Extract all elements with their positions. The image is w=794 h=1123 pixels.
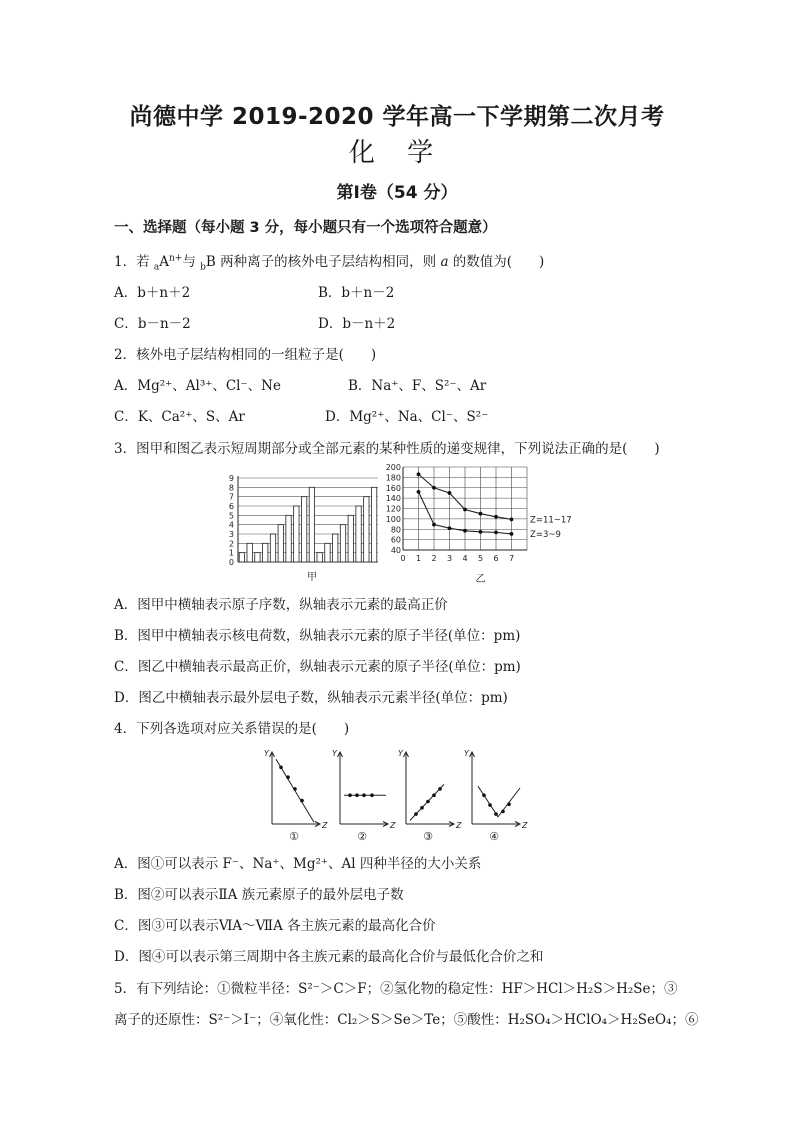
jia-y-tick-label: 4 bbox=[228, 520, 234, 530]
yi-x-tick-label: 6 bbox=[493, 554, 499, 563]
jia-chart-label: 甲 bbox=[307, 572, 317, 583]
mini-data-point bbox=[507, 802, 511, 806]
yi-y-tick-label: 180 bbox=[385, 473, 401, 483]
question-4-option-d: D．图④可以表示第三周期中各主族元素的最高化合价与最低化合价之和 bbox=[114, 949, 544, 965]
jia-bar bbox=[263, 543, 268, 562]
yi-data-point bbox=[494, 515, 498, 519]
yi-y-tick-label: 140 bbox=[385, 494, 401, 504]
mini-chart-number: ③ bbox=[423, 830, 433, 843]
question-2-option-a: A．Mg²⁺、Al³⁺、Cl⁻、Ne bbox=[114, 378, 281, 394]
question-3-stem: 3．图甲和图乙表示短周期部分或全部元素的某种性质的递变规律，下列说法正确的是( ) bbox=[114, 441, 660, 457]
mini-data-point bbox=[300, 799, 304, 803]
mini-data-point bbox=[501, 810, 505, 814]
question-3-option-a: A．图甲中横轴表示原子序数，纵轴表示元素的最高正价 bbox=[114, 597, 448, 613]
jia-bar bbox=[364, 497, 369, 562]
jia-y-tick-label: 1 bbox=[228, 548, 234, 558]
jia-bar bbox=[325, 543, 330, 562]
question-2-stem: 2．核外电子层结构相同的一组粒子是( ) bbox=[114, 347, 377, 363]
jia-y-tick-label: 7 bbox=[228, 492, 234, 502]
yi-data-point bbox=[510, 532, 514, 536]
yi-series-label: Z=3~9 bbox=[530, 529, 561, 540]
jia-bar bbox=[301, 497, 306, 562]
mini-chart-3 bbox=[398, 749, 462, 843]
yi-series-label: Z=11~17 bbox=[530, 515, 572, 526]
yi-data-point bbox=[417, 472, 421, 476]
mini-y-label: Y bbox=[398, 749, 403, 758]
yi-y-tick-label: 40 bbox=[390, 546, 401, 555]
yi-x-tick-label: 1 bbox=[415, 554, 422, 563]
question-1-option-d: D．b－n＋2 bbox=[318, 316, 396, 332]
mini-data-point bbox=[426, 800, 430, 804]
chart-yi bbox=[383, 464, 573, 585]
mini-data-point bbox=[348, 793, 352, 797]
yi-x-tick-label: 0 bbox=[400, 554, 406, 563]
yi-data-point bbox=[510, 517, 514, 521]
question-1-option-c: C．b－n－2 bbox=[114, 316, 191, 332]
yi-y-tick-label: 100 bbox=[385, 514, 401, 524]
yi-data-point bbox=[463, 508, 467, 512]
question-2-option-b: B．Na⁺、F、S²⁻、Ar bbox=[348, 378, 487, 394]
exam-title: 尚德中学 2019-2020 学年高一下学期第二次月考 bbox=[129, 104, 665, 130]
yi-x-tick-label: 2 bbox=[431, 554, 437, 563]
question-1-option-a: A．b＋n＋2 bbox=[114, 285, 191, 301]
question-4-option-b: B．图②可以表示ⅡA 族元素原子的最外层电子数 bbox=[114, 887, 404, 903]
jia-bar bbox=[286, 515, 291, 562]
jia-y-tick-label: 5 bbox=[228, 511, 234, 521]
mini-y-label: Y bbox=[464, 749, 469, 758]
jia-bar bbox=[270, 534, 275, 562]
question-3-option-b: B．图甲中横轴表示核电荷数，纵轴表示元素的原子半径(单位：pm) bbox=[114, 628, 521, 644]
mini-y-label: Y bbox=[332, 749, 337, 758]
mini-trend-line bbox=[478, 786, 520, 817]
yi-x-tick-label: 5 bbox=[477, 554, 484, 563]
question-4-stem: 4．下列各选项对应关系错误的是( ) bbox=[114, 721, 350, 737]
yi-data-point bbox=[417, 490, 421, 494]
mini-charts bbox=[260, 744, 535, 844]
yi-y-tick-label: 200 bbox=[385, 464, 401, 472]
mini-data-point bbox=[370, 793, 374, 797]
jia-bar bbox=[371, 487, 376, 562]
mini-data-point bbox=[362, 793, 366, 797]
mini-data-point bbox=[414, 812, 418, 816]
mini-data-point bbox=[482, 793, 486, 797]
mini-x-label: Z bbox=[390, 821, 396, 830]
question-4-option-a: A．图①可以表示 F⁻、Na⁺、Mg²⁺、Al 四种半径的大小关系 bbox=[114, 856, 482, 872]
jia-bar bbox=[333, 534, 338, 562]
jia-y-tick-label: 8 bbox=[228, 483, 234, 493]
yi-y-tick-label: 160 bbox=[385, 483, 401, 493]
jia-y-tick-label: 2 bbox=[228, 539, 234, 549]
mini-chart-number: ② bbox=[357, 830, 367, 843]
question-4-option-c: C．图③可以表示ⅥA～ⅦA 各主族元素的最高化合价 bbox=[114, 918, 436, 934]
mini-data-point bbox=[488, 803, 492, 807]
yi-y-tick-label: 60 bbox=[390, 535, 401, 545]
question-1-option-b: B．b＋n－2 bbox=[318, 285, 395, 301]
question-3-option-c: C．图乙中横轴表示最高正价，纵轴表示元素的原子半径(单位：pm) bbox=[114, 659, 521, 675]
mini-data-point bbox=[438, 787, 442, 791]
question-3-option-d: D．图乙中横轴表示最外层电子数，纵轴表示元素半径(单位：pm) bbox=[114, 690, 508, 706]
yi-data-point bbox=[432, 486, 436, 490]
jia-bar bbox=[255, 553, 260, 562]
mini-data-point bbox=[355, 793, 359, 797]
yi-x-tick-label: 4 bbox=[462, 554, 468, 563]
yi-data-point bbox=[432, 523, 436, 527]
question-1-stem: 1．若 $_aA^{n+}$与 $_b$B 两种离子的核外电子层结构相同，则 a 的数值为( ) bbox=[114, 253, 545, 273]
question-2-option-d: D．Mg²⁺、Na、Cl⁻、S²⁻ bbox=[325, 409, 489, 425]
mini-chart-4 bbox=[464, 749, 528, 843]
chart-jia bbox=[222, 470, 384, 585]
yi-data-point bbox=[448, 491, 452, 495]
mini-x-label: Z bbox=[322, 821, 328, 830]
jia-bar bbox=[294, 506, 299, 562]
jia-y-tick-label: 3 bbox=[228, 530, 234, 539]
section-heading: 一、选择题（每小题 3 分，每小题只有一个选项符合题意） bbox=[114, 220, 497, 236]
mini-data-point bbox=[432, 793, 436, 797]
jia-bar bbox=[356, 506, 361, 562]
yi-y-tick-label: 80 bbox=[390, 525, 401, 535]
jia-bar bbox=[317, 553, 322, 562]
question-5-line-2: 离子的还原性：S²⁻＞I⁻；④氧化性：Cl₂＞S＞Se＞Te；⑤酸性：H₂SO₄＞HClO₄＞H₂SeO₄；⑥ bbox=[114, 1012, 699, 1028]
mini-data-point bbox=[286, 775, 290, 779]
mini-data-point bbox=[494, 812, 498, 816]
jia-y-tick-label: 9 bbox=[228, 474, 234, 483]
jia-bar bbox=[247, 543, 252, 562]
mini-data-point bbox=[293, 787, 297, 791]
yi-data-point bbox=[463, 529, 467, 533]
jia-bar bbox=[309, 487, 314, 562]
yi-x-tick-label: 7 bbox=[508, 554, 515, 563]
yi-data-point bbox=[448, 526, 452, 530]
jia-bar bbox=[239, 553, 244, 562]
jia-bar bbox=[340, 525, 345, 562]
volume-heading: 第Ⅰ卷（54 分） bbox=[336, 183, 458, 203]
jia-bar bbox=[278, 525, 283, 562]
jia-y-tick-label: 0 bbox=[228, 558, 234, 567]
mini-chart-number: ① bbox=[289, 830, 299, 843]
question-5-line-1: 5．有下列结论：①微粒半径：S²⁻＞C＞F；②氢化物的稳定性：HF＞HCl＞H₂S＞H₂Se；③ bbox=[114, 981, 678, 997]
mini-chart-number: ④ bbox=[489, 830, 499, 843]
mini-data-point bbox=[420, 806, 424, 810]
yi-y-tick-label: 120 bbox=[385, 504, 401, 514]
mini-chart-1 bbox=[264, 749, 328, 843]
mini-x-label: Z bbox=[522, 821, 528, 830]
yi-data-point bbox=[479, 512, 483, 516]
mini-x-label: Z bbox=[456, 821, 462, 830]
subject-title: 化 学 bbox=[348, 138, 446, 168]
yi-x-tick-label: 3 bbox=[446, 554, 453, 563]
jia-y-tick-label: 6 bbox=[228, 502, 234, 511]
mini-chart-2 bbox=[332, 749, 396, 843]
yi-data-point bbox=[494, 530, 498, 534]
question-2-option-c: C．K、Ca²⁺、S、Ar bbox=[114, 409, 245, 425]
jia-bar bbox=[348, 515, 353, 562]
yi-chart-label: 乙 bbox=[475, 574, 486, 585]
mini-data-point bbox=[279, 766, 283, 770]
mini-y-label: Y bbox=[264, 749, 269, 758]
yi-data-point bbox=[479, 530, 483, 534]
